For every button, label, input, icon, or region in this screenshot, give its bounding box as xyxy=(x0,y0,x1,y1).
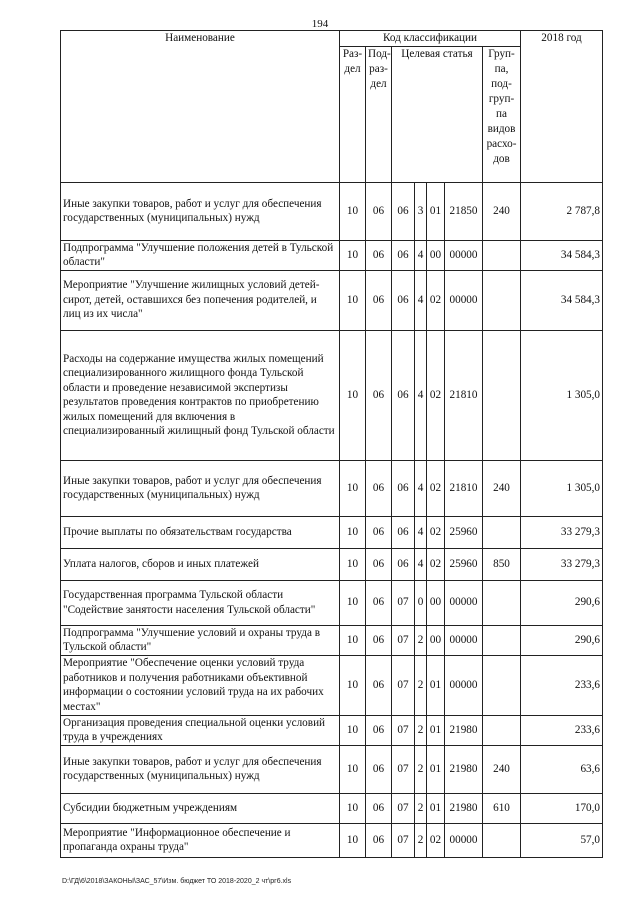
target-program-cell: 07 xyxy=(392,793,415,823)
budget-table xyxy=(60,30,603,858)
expense-group-cell xyxy=(483,330,521,460)
table-row xyxy=(61,625,603,655)
expense-group-cell xyxy=(483,240,521,270)
expense-group-cell xyxy=(483,580,521,625)
target-subprogram-cell: 4 xyxy=(415,330,427,460)
header-classification: Код классификации xyxy=(340,31,521,47)
amount-cell: 34 584,3 xyxy=(521,240,603,270)
target-activity-cell: 02 xyxy=(427,823,445,857)
expense-group-cell xyxy=(483,516,521,548)
target-direction-cell: 00000 xyxy=(445,823,483,857)
section-cell: 10 xyxy=(340,516,366,548)
subsection-cell: 06 xyxy=(366,516,392,548)
table-row xyxy=(61,580,603,625)
subsection-cell: 06 xyxy=(366,715,392,745)
amount-cell: 1 305,0 xyxy=(521,460,603,516)
target-direction-cell: 00000 xyxy=(445,625,483,655)
section-cell: 10 xyxy=(340,625,366,655)
target-activity-cell: 00 xyxy=(427,240,445,270)
expense-group-cell xyxy=(483,715,521,745)
target-subprogram-cell: 4 xyxy=(415,548,427,580)
target-subprogram-cell: 2 xyxy=(415,655,427,715)
target-program-cell: 06 xyxy=(392,270,415,330)
row-name-cell: Иные закупки товаров, работ и услуг для обеспечения государственных (муниципальных) нужд xyxy=(61,460,340,516)
row-name-cell: Иные закупки товаров, работ и услуг для обеспечения государственных (муниципальных) нужд xyxy=(61,182,340,240)
target-subprogram-cell: 4 xyxy=(415,270,427,330)
target-activity-cell: 02 xyxy=(427,330,445,460)
target-activity-cell: 02 xyxy=(427,270,445,330)
target-activity-cell: 01 xyxy=(427,182,445,240)
section-cell: 10 xyxy=(340,240,366,270)
amount-cell: 33 279,3 xyxy=(521,516,603,548)
amount-cell: 33 279,3 xyxy=(521,548,603,580)
section-cell: 10 xyxy=(340,715,366,745)
target-activity-cell: 00 xyxy=(427,580,445,625)
row-name-cell: Мероприятие "Улучшение жилищных условий детей-сирот, детей, оставшихся без попечения родителей, и лиц из их числа" xyxy=(61,270,340,330)
target-activity-cell: 01 xyxy=(427,745,445,793)
header-section: Раз-дел xyxy=(340,46,366,182)
target-direction-cell: 21980 xyxy=(445,793,483,823)
amount-cell: 290,6 xyxy=(521,625,603,655)
target-subprogram-cell: 2 xyxy=(415,625,427,655)
table-row xyxy=(61,240,603,270)
target-direction-cell: 21980 xyxy=(445,745,483,793)
table-row xyxy=(61,270,603,330)
expense-group-cell xyxy=(483,823,521,857)
row-name-cell: Подпрограмма "Улучшение положения детей в Тульской области" xyxy=(61,240,340,270)
target-direction-cell: 00000 xyxy=(445,240,483,270)
amount-cell: 2 787,8 xyxy=(521,182,603,240)
row-name-cell: Субсидии бюджетным учреждениям xyxy=(61,793,340,823)
subsection-cell: 06 xyxy=(366,625,392,655)
table-row xyxy=(61,823,603,857)
subsection-cell: 06 xyxy=(366,793,392,823)
table-row xyxy=(61,330,603,460)
header-year: 2018 год xyxy=(521,31,603,183)
target-direction-cell: 21810 xyxy=(445,330,483,460)
expense-group-cell: 240 xyxy=(483,182,521,240)
row-name-cell: Расходы на содержание имущества жилых помещений специализированного жилищного фонда Тульской области и проведение независимой экспертизы результатов проведения контрактов по приобретению жилых помещений для включения в специализированный жилищный фонд Тульской области xyxy=(61,330,340,460)
target-direction-cell: 00000 xyxy=(445,580,483,625)
table-row xyxy=(61,182,603,240)
target-program-cell: 06 xyxy=(392,460,415,516)
target-subprogram-cell: 4 xyxy=(415,516,427,548)
expense-group-cell: 850 xyxy=(483,548,521,580)
expense-group-cell: 610 xyxy=(483,793,521,823)
expense-group-cell xyxy=(483,270,521,330)
target-subprogram-cell: 0 xyxy=(415,580,427,625)
amount-cell: 1 305,0 xyxy=(521,330,603,460)
target-subprogram-cell: 2 xyxy=(415,823,427,857)
target-direction-cell: 00000 xyxy=(445,270,483,330)
file-path-footer: D:\ГД\6\2018\ЗАКОНЫ\ЗАС_57\Изм. бюджет ТО 2018-2020_2 чт\рг6.xls xyxy=(62,878,292,885)
page-number: 194 xyxy=(311,18,329,30)
subsection-cell: 06 xyxy=(366,745,392,793)
header-name: Наименование xyxy=(61,31,340,183)
target-program-cell: 06 xyxy=(392,240,415,270)
target-activity-cell: 01 xyxy=(427,715,445,745)
target-direction-cell: 00000 xyxy=(445,655,483,715)
subsection-cell: 06 xyxy=(366,580,392,625)
target-program-cell: 06 xyxy=(392,182,415,240)
section-cell: 10 xyxy=(340,460,366,516)
target-activity-cell: 02 xyxy=(427,516,445,548)
amount-cell: 233,6 xyxy=(521,655,603,715)
target-program-cell: 07 xyxy=(392,625,415,655)
target-subprogram-cell: 2 xyxy=(415,745,427,793)
target-subprogram-cell: 4 xyxy=(415,460,427,516)
section-cell: 10 xyxy=(340,270,366,330)
table-body xyxy=(61,182,603,857)
section-cell: 10 xyxy=(340,823,366,857)
target-program-cell: 07 xyxy=(392,580,415,625)
target-program-cell: 06 xyxy=(392,330,415,460)
amount-cell: 290,6 xyxy=(521,580,603,625)
row-name-cell: Прочие выплаты по обязательствам государства xyxy=(61,516,340,548)
target-subprogram-cell: 2 xyxy=(415,793,427,823)
row-name-cell: Мероприятие "Информационное обеспечение и пропаганда охраны труда" xyxy=(61,823,340,857)
subsection-cell: 06 xyxy=(366,330,392,460)
section-cell: 10 xyxy=(340,548,366,580)
section-cell: 10 xyxy=(340,182,366,240)
subsection-cell: 06 xyxy=(366,240,392,270)
target-activity-cell: 01 xyxy=(427,655,445,715)
row-name-cell: Подпрограмма "Улучшение условий и охраны труда в Тульской области" xyxy=(61,625,340,655)
target-program-cell: 06 xyxy=(392,548,415,580)
table-row xyxy=(61,516,603,548)
table-row xyxy=(61,745,603,793)
row-name-cell: Иные закупки товаров, работ и услуг для обеспечения государственных (муниципальных) нужд xyxy=(61,745,340,793)
table-row xyxy=(61,460,603,516)
target-program-cell: 07 xyxy=(392,823,415,857)
target-direction-cell: 21980 xyxy=(445,715,483,745)
target-subprogram-cell: 3 xyxy=(415,182,427,240)
target-program-cell: 07 xyxy=(392,745,415,793)
section-cell: 10 xyxy=(340,793,366,823)
target-direction-cell: 21850 xyxy=(445,182,483,240)
expense-group-cell: 240 xyxy=(483,460,521,516)
target-activity-cell: 02 xyxy=(427,548,445,580)
amount-cell: 170,0 xyxy=(521,793,603,823)
header-target-article: Целевая статья xyxy=(392,46,483,182)
table-row xyxy=(61,715,603,745)
subsection-cell: 06 xyxy=(366,823,392,857)
target-direction-cell: 21810 xyxy=(445,460,483,516)
amount-cell: 233,6 xyxy=(521,715,603,745)
subsection-cell: 06 xyxy=(366,270,392,330)
subsection-cell: 06 xyxy=(366,655,392,715)
amount-cell: 34 584,3 xyxy=(521,270,603,330)
expense-group-cell xyxy=(483,625,521,655)
row-name-cell: Организация проведения специальной оценки условий труда в учреждениях xyxy=(61,715,340,745)
table-header xyxy=(61,31,603,183)
header-subsection: Под-раз-дел xyxy=(366,46,392,182)
section-cell: 10 xyxy=(340,655,366,715)
target-subprogram-cell: 4 xyxy=(415,240,427,270)
target-program-cell: 06 xyxy=(392,516,415,548)
subsection-cell: 06 xyxy=(366,460,392,516)
subsection-cell: 06 xyxy=(366,548,392,580)
target-program-cell: 07 xyxy=(392,655,415,715)
table-row xyxy=(61,655,603,715)
table-row xyxy=(61,793,603,823)
target-subprogram-cell: 2 xyxy=(415,715,427,745)
target-program-cell: 07 xyxy=(392,715,415,745)
amount-cell: 57,0 xyxy=(521,823,603,857)
row-name-cell: Государственная программа Тульской области "Содействие занятости населения Тульской области" xyxy=(61,580,340,625)
section-cell: 10 xyxy=(340,580,366,625)
target-activity-cell: 02 xyxy=(427,460,445,516)
row-name-cell: Уплата налогов, сборов и иных платежей xyxy=(61,548,340,580)
subsection-cell: 06 xyxy=(366,182,392,240)
target-activity-cell: 01 xyxy=(427,793,445,823)
table-row xyxy=(61,548,603,580)
row-name-cell: Мероприятие "Обеспечение оценки условий труда работников и получения работниками объективной информации о состоянии условий труда на их рабочих местах" xyxy=(61,655,340,715)
target-direction-cell: 25960 xyxy=(445,548,483,580)
expense-group-cell xyxy=(483,655,521,715)
section-cell: 10 xyxy=(340,745,366,793)
target-activity-cell: 00 xyxy=(427,625,445,655)
expense-group-cell: 240 xyxy=(483,745,521,793)
target-direction-cell: 25960 xyxy=(445,516,483,548)
amount-cell: 63,6 xyxy=(521,745,603,793)
section-cell: 10 xyxy=(340,330,366,460)
header-expense-group: Груп-па, под-груп-па видов расхо-дов xyxy=(483,46,521,182)
